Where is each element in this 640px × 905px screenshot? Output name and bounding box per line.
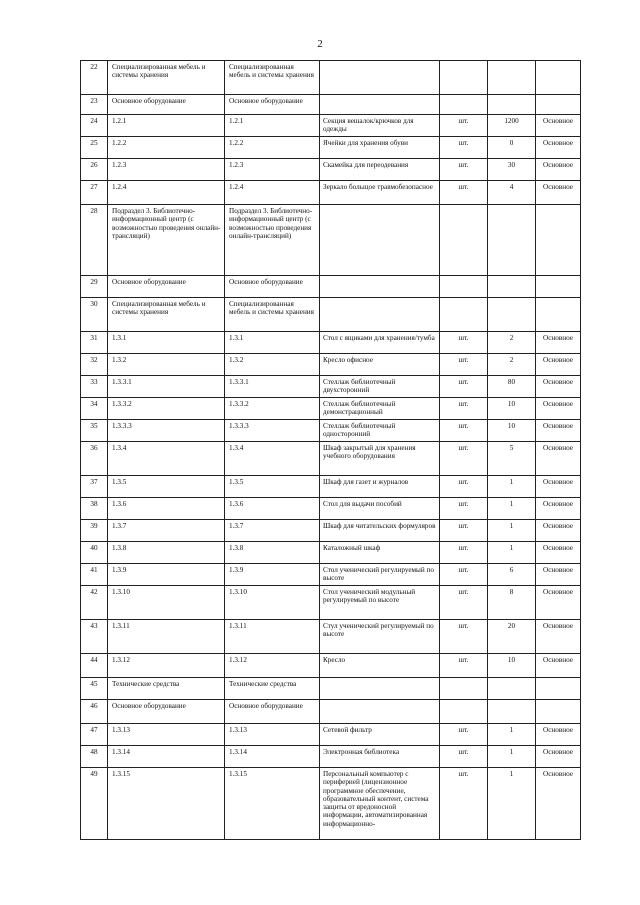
equipment-type-cell: Основное <box>536 620 581 654</box>
table-row <box>81 620 581 654</box>
row-number-cell: 38 <box>81 498 108 520</box>
table-row <box>81 498 581 520</box>
row-number-cell: 37 <box>81 476 108 498</box>
section-code-cell: 1.3.14 <box>108 746 225 768</box>
equipment-type-cell: Основное <box>536 498 581 520</box>
quantity-cell: 2 <box>488 332 536 354</box>
section-code-cell: 1.3.7 <box>108 520 225 542</box>
row-number-cell: 45 <box>81 678 108 700</box>
equipment-type-cell: Основное <box>536 542 581 564</box>
section-code-cell: Основное оборудование <box>108 700 225 724</box>
equipment-type-cell <box>536 61 581 95</box>
table-row <box>81 205 581 276</box>
unit-cell <box>440 678 488 700</box>
equipment-type-cell <box>536 205 581 276</box>
equipment-table <box>80 60 581 840</box>
item-name-cell <box>320 700 440 724</box>
equipment-type-cell: Основное <box>536 724 581 746</box>
section-code-cell: Специализированная мебель и системы хранения <box>108 298 225 332</box>
unit-cell <box>440 276 488 298</box>
row-number-cell: 48 <box>81 746 108 768</box>
quantity-cell: 30 <box>488 159 536 181</box>
table-row <box>81 354 581 376</box>
equipment-type-cell: Основное <box>536 768 581 840</box>
item-name-cell: Стеллаж библиотечный односторонний <box>320 420 440 442</box>
equipment-type-cell <box>536 298 581 332</box>
section-code-dup-cell: 1.3.6 <box>225 498 320 520</box>
unit-cell: шт. <box>440 620 488 654</box>
unit-cell: шт. <box>440 159 488 181</box>
row-number-cell: 23 <box>81 95 108 115</box>
section-code-cell: Основное оборудование <box>108 95 225 115</box>
table-row <box>81 298 581 332</box>
quantity-cell: 5 <box>488 442 536 476</box>
section-code-dup-cell: 1.2.4 <box>225 181 320 205</box>
equipment-type-cell: Основное <box>536 332 581 354</box>
section-code-dup-cell: 1.3.8 <box>225 542 320 564</box>
table-row <box>81 442 581 476</box>
equipment-type-cell: Основное <box>536 520 581 542</box>
equipment-type-cell <box>536 678 581 700</box>
row-number-cell: 44 <box>81 654 108 678</box>
section-code-cell: Специализированная мебель и системы хранения <box>108 61 225 95</box>
item-name-cell: Шкаф для газет и журналов <box>320 476 440 498</box>
equipment-type-cell: Основное <box>536 137 581 159</box>
unit-cell: шт. <box>440 564 488 586</box>
row-number-cell: 32 <box>81 354 108 376</box>
table-row <box>81 115 581 137</box>
section-code-cell: 1.3.2 <box>108 354 225 376</box>
row-number-cell: 25 <box>81 137 108 159</box>
section-code-dup-cell: 1.3.11 <box>225 620 320 654</box>
row-number-cell: 35 <box>81 420 108 442</box>
section-code-cell: 1.3.8 <box>108 542 225 564</box>
unit-cell <box>440 298 488 332</box>
equipment-type-cell <box>536 95 581 115</box>
item-name-cell: Ячейки для хранения обуви <box>320 137 440 159</box>
section-code-cell: 1.3.3.2 <box>108 398 225 420</box>
equipment-type-cell: Основное <box>536 354 581 376</box>
row-number-cell: 36 <box>81 442 108 476</box>
item-name-cell <box>320 678 440 700</box>
quantity-cell: 10 <box>488 420 536 442</box>
row-number-cell: 49 <box>81 768 108 840</box>
row-number-cell: 42 <box>81 586 108 620</box>
row-number-cell: 28 <box>81 205 108 276</box>
table-row <box>81 332 581 354</box>
section-code-dup-cell: Специализированная мебель и системы хранения <box>225 61 320 95</box>
table-row <box>81 746 581 768</box>
item-name-cell: Персональный компьютер с периферией (лицензионное программное обеспечение, образовательный контент, система защиты от вредоносной информации, автоматизированная информационно- <box>320 768 440 840</box>
row-number-cell: 39 <box>81 520 108 542</box>
quantity-cell: 1 <box>488 520 536 542</box>
row-number-cell: 27 <box>81 181 108 205</box>
equipment-type-cell: Основное <box>536 442 581 476</box>
table-row <box>81 654 581 678</box>
equipment-type-cell: Основное <box>536 564 581 586</box>
unit-cell: шт. <box>440 498 488 520</box>
section-code-cell: 1.3.15 <box>108 768 225 840</box>
quantity-cell: 0 <box>488 137 536 159</box>
section-code-dup-cell: 1.3.12 <box>225 654 320 678</box>
table-row <box>81 159 581 181</box>
unit-cell: шт. <box>440 542 488 564</box>
quantity-cell <box>488 276 536 298</box>
equipment-type-cell: Основное <box>536 586 581 620</box>
section-code-dup-cell: Основное оборудование <box>225 700 320 724</box>
section-code-dup-cell: 1.3.3.2 <box>225 398 320 420</box>
quantity-cell: 80 <box>488 376 536 398</box>
section-code-cell: 1.3.10 <box>108 586 225 620</box>
section-code-cell: 1.3.5 <box>108 476 225 498</box>
section-code-dup-cell: 1.3.9 <box>225 564 320 586</box>
item-name-cell: Стеллаж библиотечный двухсторонний <box>320 376 440 398</box>
item-name-cell <box>320 95 440 115</box>
row-number-cell: 30 <box>81 298 108 332</box>
section-code-dup-cell: 1.3.14 <box>225 746 320 768</box>
section-code-dup-cell: Подраздел 3. Библиотечно-информационный центр (с возможностью проведения онлайн-трансляций) <box>225 205 320 276</box>
row-number-cell: 47 <box>81 724 108 746</box>
table-row <box>81 520 581 542</box>
section-code-cell: Подраздел 3. Библиотечно-информационный центр (с возможностью проведения онлайн-трансляций) <box>108 205 225 276</box>
section-code-dup-cell: Основное оборудование <box>225 276 320 298</box>
item-name-cell: Стол ученический регулируемый по высоте <box>320 564 440 586</box>
section-code-cell: 1.3.3.3 <box>108 420 225 442</box>
quantity-cell: 10 <box>488 398 536 420</box>
item-name-cell: Каталожный шкаф <box>320 542 440 564</box>
section-code-cell: 1.2.3 <box>108 159 225 181</box>
section-code-dup-cell: 1.3.1 <box>225 332 320 354</box>
equipment-type-cell: Основное <box>536 181 581 205</box>
section-code-dup-cell: Технические средства <box>225 678 320 700</box>
table-row <box>81 564 581 586</box>
item-name-cell: Секция вешалок/крючков для одежды <box>320 115 440 137</box>
unit-cell: шт. <box>440 768 488 840</box>
equipment-type-cell: Основное <box>536 376 581 398</box>
unit-cell: шт. <box>440 115 488 137</box>
equipment-type-cell <box>536 700 581 724</box>
equipment-type-cell <box>536 276 581 298</box>
unit-cell: шт. <box>440 746 488 768</box>
item-name-cell: Кресло офисное <box>320 354 440 376</box>
table-row <box>81 476 581 498</box>
quantity-cell: 8 <box>488 586 536 620</box>
unit-cell <box>440 61 488 95</box>
quantity-cell: 10 <box>488 654 536 678</box>
unit-cell: шт. <box>440 376 488 398</box>
table-row <box>81 276 581 298</box>
unit-cell: шт. <box>440 586 488 620</box>
item-name-cell: Стол для выдачи пособий <box>320 498 440 520</box>
section-code-dup-cell: 1.3.4 <box>225 442 320 476</box>
section-code-dup-cell: Основное оборудование <box>225 95 320 115</box>
table-row <box>81 420 581 442</box>
quantity-cell: 1 <box>488 476 536 498</box>
table-row <box>81 61 581 95</box>
section-code-dup-cell: 1.2.3 <box>225 159 320 181</box>
quantity-cell <box>488 61 536 95</box>
item-name-cell: Зеркало больщое травмобезопасное <box>320 181 440 205</box>
section-code-dup-cell: 1.3.10 <box>225 586 320 620</box>
item-name-cell <box>320 276 440 298</box>
unit-cell: шт. <box>440 137 488 159</box>
quantity-cell <box>488 700 536 724</box>
item-name-cell: Шкаф закрытый для хранения учебного оборудования <box>320 442 440 476</box>
unit-cell: шт. <box>440 442 488 476</box>
section-code-cell: 1.3.3.1 <box>108 376 225 398</box>
item-name-cell: Скамейка для переодевания <box>320 159 440 181</box>
section-code-cell: 1.3.9 <box>108 564 225 586</box>
table-row <box>81 586 581 620</box>
section-code-cell: 1.3.12 <box>108 654 225 678</box>
section-code-cell: Основное оборудование <box>108 276 225 298</box>
unit-cell: шт. <box>440 476 488 498</box>
unit-cell: шт. <box>440 398 488 420</box>
quantity-cell: 1200 <box>488 115 536 137</box>
table-row <box>81 376 581 398</box>
quantity-cell: 1 <box>488 768 536 840</box>
unit-cell <box>440 700 488 724</box>
section-code-dup-cell: 1.3.3.1 <box>225 376 320 398</box>
unit-cell <box>440 95 488 115</box>
quantity-cell: 4 <box>488 181 536 205</box>
table-row <box>81 724 581 746</box>
section-code-dup-cell: 1.2.2 <box>225 137 320 159</box>
unit-cell: шт. <box>440 354 488 376</box>
section-code-cell: Технические средства <box>108 678 225 700</box>
section-code-dup-cell: 1.3.13 <box>225 724 320 746</box>
equipment-type-cell: Основное <box>536 746 581 768</box>
row-number-cell: 41 <box>81 564 108 586</box>
table-row <box>81 95 581 115</box>
page-number: 2 <box>317 38 323 50</box>
item-name-cell: Стол с ящиками для хранения/тумба <box>320 332 440 354</box>
unit-cell: шт. <box>440 332 488 354</box>
equipment-type-cell: Основное <box>536 398 581 420</box>
quantity-cell <box>488 205 536 276</box>
equipment-type-cell: Основное <box>536 476 581 498</box>
table-row <box>81 137 581 159</box>
table-row <box>81 181 581 205</box>
unit-cell: шт. <box>440 520 488 542</box>
item-name-cell: Стол ученический модульный регулируемый по высоте <box>320 586 440 620</box>
section-code-dup-cell: 1.3.15 <box>225 768 320 840</box>
row-number-cell: 22 <box>81 61 108 95</box>
section-code-dup-cell: 1.3.3.3 <box>225 420 320 442</box>
row-number-cell: 26 <box>81 159 108 181</box>
quantity-cell: 20 <box>488 620 536 654</box>
quantity-cell: 1 <box>488 498 536 520</box>
quantity-cell <box>488 678 536 700</box>
item-name-cell: Стеллаж библиотечный демонстрационный <box>320 398 440 420</box>
section-code-dup-cell: 1.3.2 <box>225 354 320 376</box>
row-number-cell: 40 <box>81 542 108 564</box>
unit-cell <box>440 205 488 276</box>
table-row <box>81 768 581 840</box>
quantity-cell: 1 <box>488 724 536 746</box>
equipment-type-cell: Основное <box>536 420 581 442</box>
item-name-cell: Электронная библиотека <box>320 746 440 768</box>
table-row <box>81 700 581 724</box>
quantity-cell: 2 <box>488 354 536 376</box>
equipment-type-cell: Основное <box>536 115 581 137</box>
quantity-cell: 1 <box>488 542 536 564</box>
quantity-cell <box>488 95 536 115</box>
item-name-cell: Шкаф для читательских формуляров <box>320 520 440 542</box>
section-code-dup-cell: 1.3.5 <box>225 476 320 498</box>
row-number-cell: 33 <box>81 376 108 398</box>
item-name-cell: Сетевой фильтр <box>320 724 440 746</box>
section-code-cell: 1.2.4 <box>108 181 225 205</box>
unit-cell: шт. <box>440 181 488 205</box>
quantity-cell <box>488 298 536 332</box>
section-code-dup-cell: Специализированная мебель и системы хранения <box>225 298 320 332</box>
item-name-cell: Стул ученический регулируемый по высоте <box>320 620 440 654</box>
section-code-cell: 1.3.4 <box>108 442 225 476</box>
item-name-cell <box>320 298 440 332</box>
table-row <box>81 542 581 564</box>
unit-cell: шт. <box>440 724 488 746</box>
section-code-cell: 1.3.13 <box>108 724 225 746</box>
section-code-dup-cell: 1.3.7 <box>225 520 320 542</box>
equipment-type-cell: Основное <box>536 654 581 678</box>
equipment-type-cell: Основное <box>536 159 581 181</box>
item-name-cell <box>320 61 440 95</box>
section-code-cell: 1.3.11 <box>108 620 225 654</box>
quantity-cell: 1 <box>488 746 536 768</box>
section-code-cell: 1.2.1 <box>108 115 225 137</box>
section-code-dup-cell: 1.2.1 <box>225 115 320 137</box>
quantity-cell: 6 <box>488 564 536 586</box>
row-number-cell: 43 <box>81 620 108 654</box>
item-name-cell <box>320 205 440 276</box>
table-row <box>81 678 581 700</box>
section-code-cell: 1.3.6 <box>108 498 225 520</box>
unit-cell: шт. <box>440 654 488 678</box>
section-code-cell: 1.2.2 <box>108 137 225 159</box>
section-code-cell: 1.3.1 <box>108 332 225 354</box>
table-row <box>81 398 581 420</box>
unit-cell: шт. <box>440 420 488 442</box>
row-number-cell: 24 <box>81 115 108 137</box>
row-number-cell: 46 <box>81 700 108 724</box>
row-number-cell: 31 <box>81 332 108 354</box>
row-number-cell: 34 <box>81 398 108 420</box>
item-name-cell: Кресло <box>320 654 440 678</box>
row-number-cell: 29 <box>81 276 108 298</box>
